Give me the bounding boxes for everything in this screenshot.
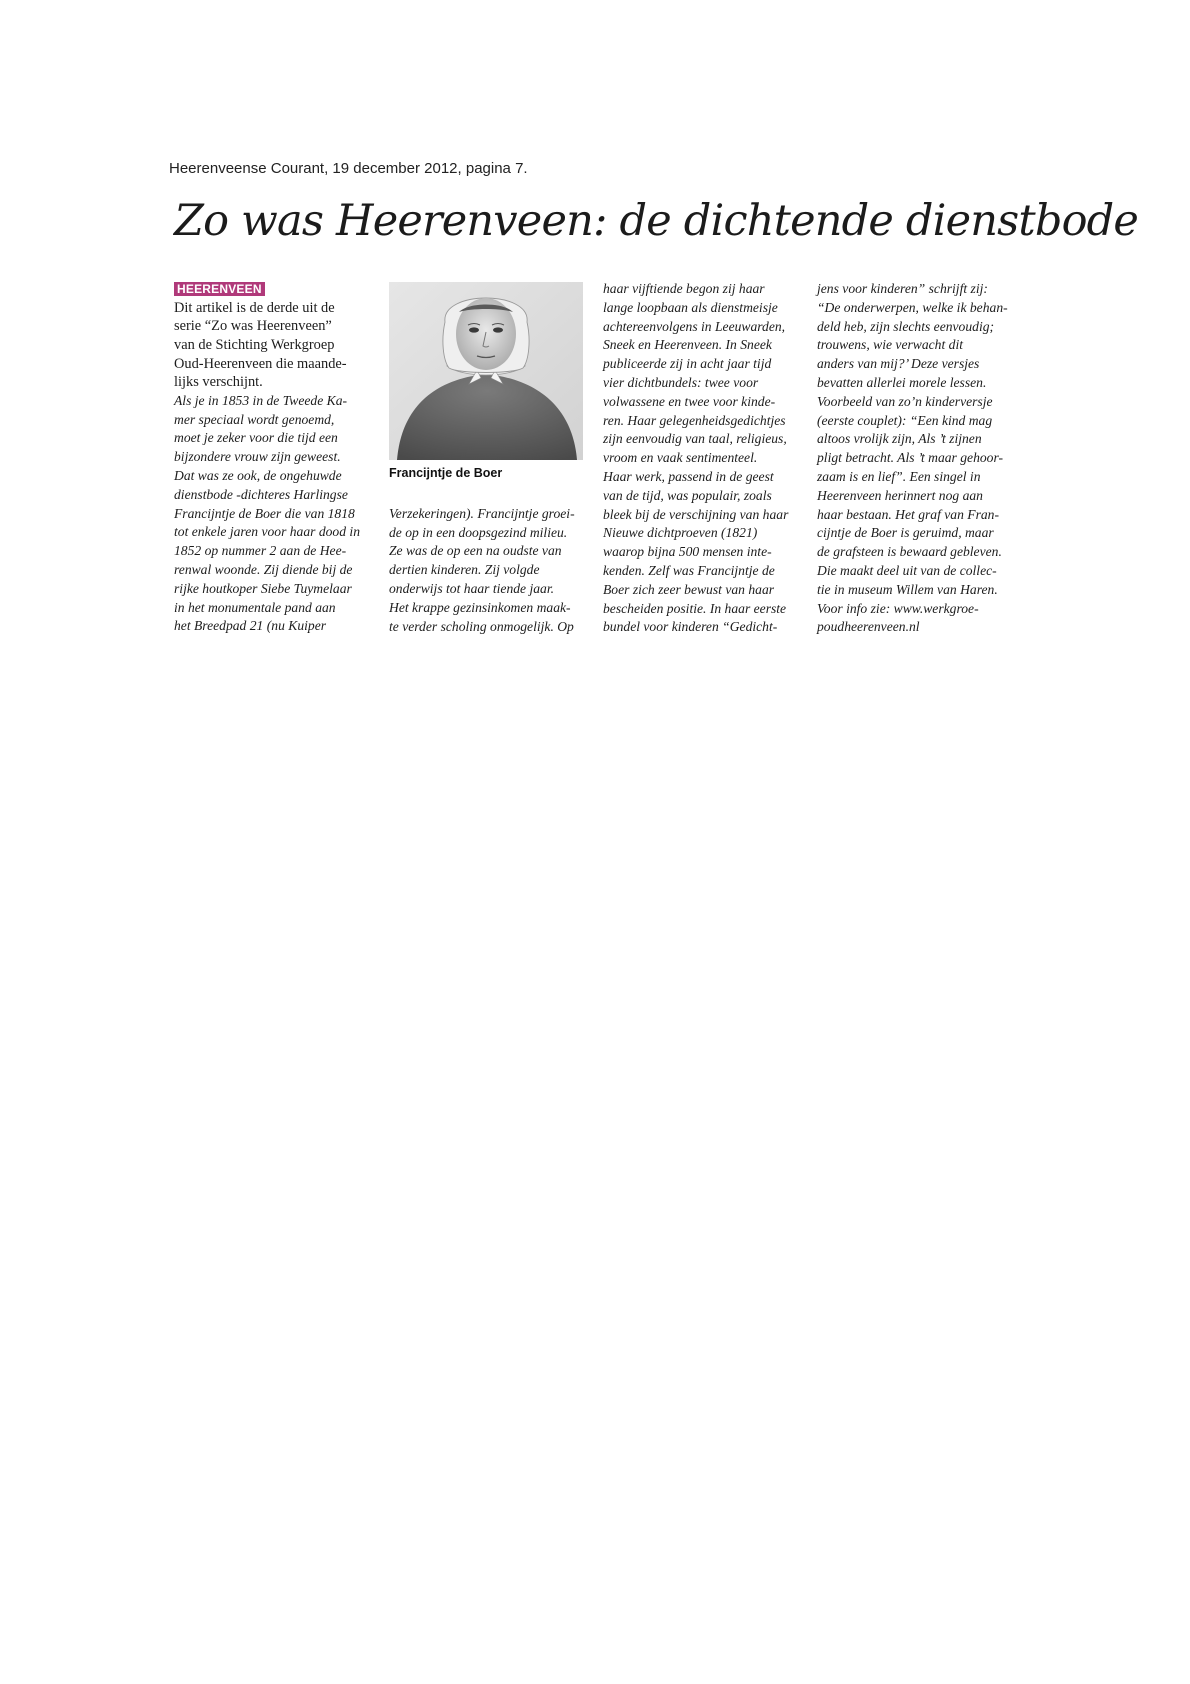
kicker-label: HEERENVEEN	[174, 282, 265, 296]
body-line: Dat was ze ook, de ongehuwde	[174, 467, 342, 483]
body-line: zijn eenvoudig van taal, religieus,	[603, 431, 787, 447]
body-line: publiceerde zij in acht jaar tijd	[603, 356, 772, 372]
body-line: bundel voor kinderen “Gedicht-	[603, 619, 778, 635]
headline: Zo was Heerenveen: de dichtende dienstbode	[174, 196, 1139, 246]
body-line: het Breedpad 21 (nu Kuiper	[174, 618, 327, 634]
body-line: poudheerenveen.nl	[817, 619, 920, 635]
body-line: pligt betracht. Als ’t maar gehoor-	[817, 450, 1004, 466]
body-line: volwassene en twee voor kinde-	[603, 393, 776, 409]
body-line: 1852 op nummer 2 aan de Hee-	[174, 543, 347, 559]
body-line: renwal woonde. Zij diende bij de	[174, 561, 353, 577]
body-line: Boer zich zeer bewust van haar	[603, 581, 775, 597]
body-paragraph	[603, 280, 801, 637]
body-paragraph	[817, 280, 1015, 637]
column-4	[817, 280, 1015, 637]
body-line: vier dichtbundels: twee voor	[603, 374, 759, 390]
lead-line: van de Stichting Werkgroep	[174, 336, 335, 353]
body-line: Heerenveen herinnert nog aan	[817, 487, 983, 503]
body-line: Sneek en Heerenveen. In Sneek	[603, 337, 772, 353]
body-line: bleek bij de verschijning van haar	[603, 506, 789, 522]
portrait-photo	[389, 282, 583, 460]
body-line: Het krappe gezinsinkomen maak-	[389, 599, 571, 615]
body-line: de grafsteen is bewaard gebleven.	[817, 544, 1002, 560]
body-line: altoos vrolijk zijn, Als ’t zijnen	[817, 431, 982, 447]
body-line: vroom en vaak sentimenteel.	[603, 450, 758, 466]
photo-caption: Francijntje de Boer	[389, 466, 503, 480]
body-paragraph	[389, 505, 587, 637]
body-line: Verzekeringen). Francijntje groei-	[389, 505, 575, 521]
body-line: Francijntje de Boer die van 1818	[174, 505, 355, 521]
body-line: Die maakt deel uit van de collec-	[817, 562, 997, 578]
body-line: te verder scholing onmogelijk. Op	[389, 618, 574, 634]
body-line: haar vijftiende begon zij haar	[603, 281, 765, 296]
body-line: Ze was de op een na oudste van	[389, 543, 562, 559]
body-line: Haar werk, passend in de geest	[603, 468, 774, 484]
body-line: bijzondere vrouw zijn geweest.	[174, 449, 341, 465]
body-line: zaam is en lief”. Een singel in	[817, 468, 981, 484]
body-line: (eerste couplet): “Een kind mag	[817, 412, 993, 428]
body-line: jens voor kinderen” schrijft zij:	[817, 281, 988, 296]
body-line: Als je in 1853 in de Tweede Ka-	[174, 392, 348, 408]
body-line: “De onderwerpen, welke ik behan-	[817, 299, 1008, 315]
body-line: kenden. Zelf was Francijntje de	[603, 562, 775, 578]
body-line: tie in museum Willem van Haren.	[817, 581, 998, 597]
lead-line: lijks verschijnt.	[174, 374, 263, 391]
body-line: rijke houtkoper Siebe Tuymelaar	[174, 580, 352, 596]
lead-line: serie “Zo was Heerenveen”	[174, 318, 332, 335]
body-line: bescheiden positie. In haar eerste	[603, 600, 787, 616]
body-line: haar bestaan. Het graf van Fran-	[817, 506, 999, 522]
body-line: de op in een doopsgezind milieu.	[389, 524, 568, 540]
body-line: bevatten allerlei morele lessen.	[817, 374, 987, 390]
lead-paragraph	[174, 299, 372, 392]
lead-line: Oud-Heerenveen die maande-	[174, 355, 347, 372]
body-line: achtereenvolgens in Leeuwarden,	[603, 318, 786, 334]
column-2	[389, 280, 587, 636]
body-line: lange loopbaan als dienstmeisje	[603, 299, 778, 315]
column-1	[174, 280, 372, 636]
column-3	[603, 280, 801, 637]
body-line: Voor info zie: www.werkgroe-	[817, 600, 979, 616]
body-line: mer speciaal wordt genoemd,	[174, 411, 335, 427]
body-line: waarop bijna 500 mensen inte-	[603, 544, 772, 560]
body-line: trouwens, wie verwacht dit	[817, 337, 963, 353]
body-line: anders van mij?’ Deze versjes	[817, 356, 980, 372]
body-line: in het monumentale pand aan	[174, 599, 336, 615]
body-line: moet je zeker voor die tijd een	[174, 430, 338, 446]
body-line: ren. Haar gelegenheidsgedichtjes	[603, 412, 786, 428]
body-line: dertien kinderen. Zij volgde	[389, 562, 540, 578]
body-line: tot enkele jaren voor haar dood in	[174, 524, 360, 540]
body-line: cijntje de Boer is geruimd, maar	[817, 525, 994, 541]
body-line: dienstbode -dichteres Harlingse	[174, 486, 348, 502]
body-line: van de tijd, was populair, zoals	[603, 487, 772, 503]
body-line: Voorbeeld van zo’n kinderversje	[817, 393, 993, 409]
body-line: deld heb, zijn slechts eenvoudig;	[817, 318, 995, 334]
source-line: Heerenveense Courant, 19 december 2012, pagina 7.	[169, 160, 528, 177]
body-paragraph	[174, 392, 372, 636]
body-line: onderwijs tot haar tiende jaar.	[389, 580, 555, 596]
body-line: Nieuwe dichtproeven (1821)	[603, 525, 758, 541]
lead-line: Dit artikel is de derde uit de	[174, 299, 335, 316]
